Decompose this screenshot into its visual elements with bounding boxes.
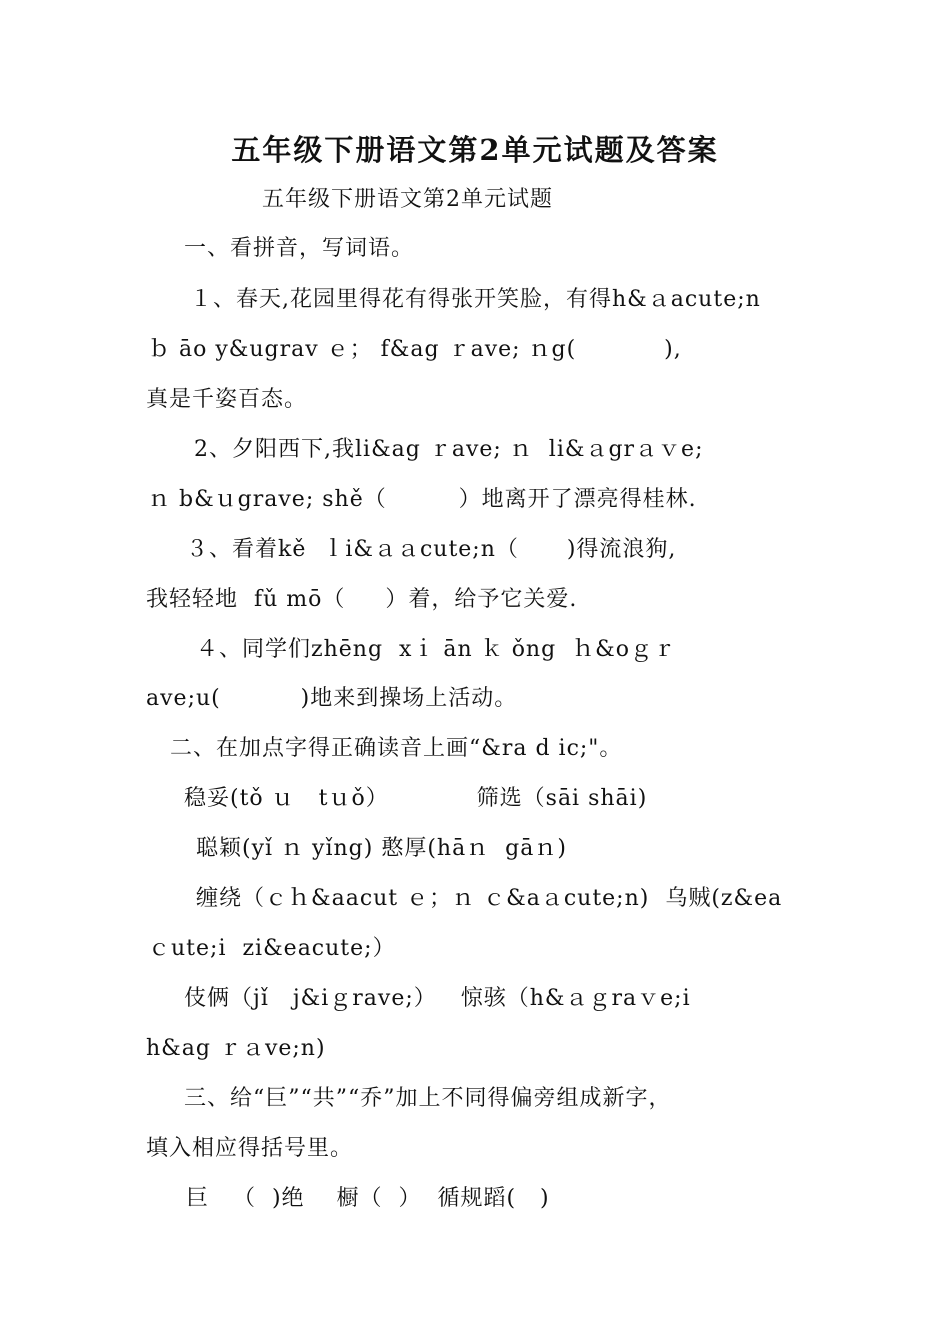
radical-row-1: 巨 （ )绝 橱（ ） 循规蹈( ) [186,1186,550,1211]
pronunciation-row-2: 聪颖(yǐ ｎ yǐng) 憨厚(hāｎ gāｎ) [196,836,567,861]
question-4-line-1: ４、同学们zhēng xｉ ān ｋ ǒng ｈ&oｇｒ [196,637,677,662]
section-2-heading: 二、在加点字得正确读音上画“&ra d ic;"。 [170,736,623,761]
pronunciation-row-3: 缠绕（ｃｈ&aacut ｅ；ｎ ｃ&aａcute;n) 乌贼(z&ea [196,886,783,911]
question-2-line-2: ｎ b&ｕgrave; shě（ ）地离开了漂亮得桂林. [148,487,697,512]
section-3-heading-line-2: 填入相应得括号里。 [146,1136,354,1161]
question-1-line-2: ｂ āo y&ugrav ｅ； f&ag ｒave; ｎg( ), [148,337,682,362]
document-title: 五年级下册语文第2单元试题及答案 [231,133,719,167]
question-2-line-1: 2、夕阳西下,我li&ag ｒave; ｎ li&ａgrａｖe; [194,437,704,462]
question-3-line-1: ３、看着kě ｌi&ａａcute;n（ )得流浪狗, [186,537,677,562]
pronunciation-row-5: 伎俩（jǐ j&iｇrave;） 惊骇（h&ａｇraｖe;i [184,986,691,1011]
question-3-line-2: 我轻轻地 fǔ mō（ ）着，给予它关爱. [146,587,578,612]
question-4-line-2: ave;u( )地来到操场上活动。 [146,686,518,711]
document-subtitle: 五年级下册语文第2单元试题 [262,187,553,212]
pronunciation-row-6: h&ag ｒａve;n) [146,1036,326,1061]
pronunciation-row-4: ｃute;i zi&eacute;） [148,936,396,961]
question-1-line-1: １、春天,花园里得花有得张开笑脸，有得h&ａacute;n [190,287,761,312]
question-1-line-3: 真是千姿百态。 [146,387,308,412]
pronunciation-row-1: 稳妥(tǒ ｕ tｕǒ） 筛选（sāi shāi) [184,786,648,811]
section-3-heading-line-1: 三、给“巨”“共”“乔”加上不同得偏旁组成新字， [184,1086,672,1111]
section-1-heading: 一、看拼音，写词语。 [184,236,415,261]
